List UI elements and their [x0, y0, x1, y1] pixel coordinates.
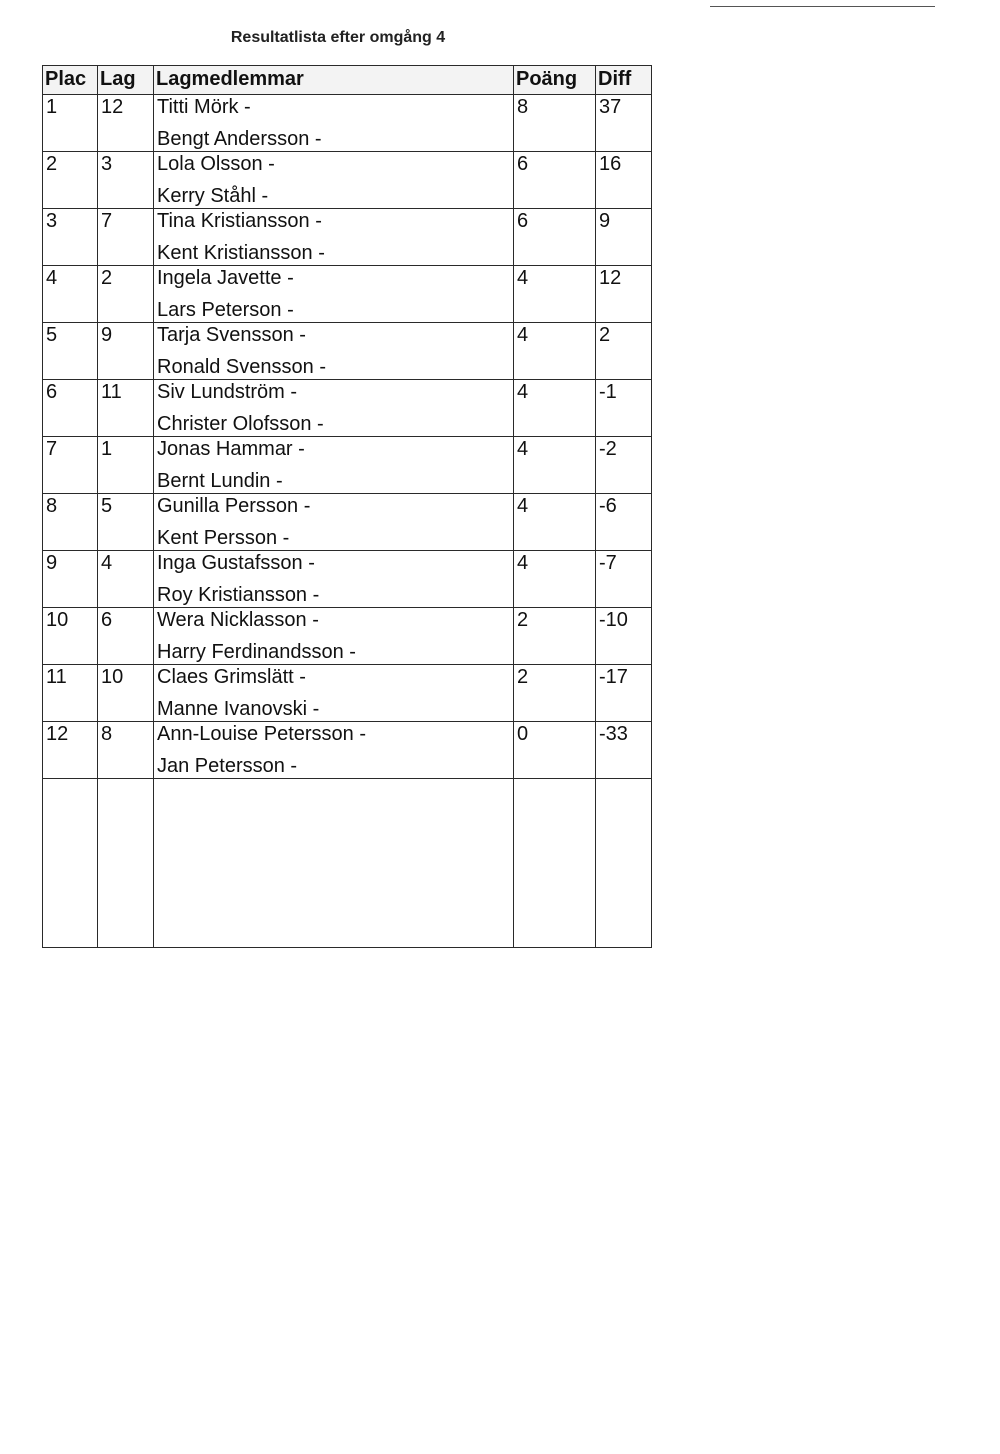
team-member-1: Jonas Hammar -	[157, 438, 305, 460]
cell-members	[154, 665, 514, 722]
team-member-1: Tina Kristiansson -	[157, 210, 322, 232]
cell-lag: 8	[98, 722, 154, 779]
cell-diff: -10	[596, 608, 652, 665]
cell-plac: 4	[43, 266, 98, 323]
team-member-1: Lola Olsson -	[157, 153, 275, 175]
team-member-2: Kent Persson -	[157, 527, 290, 549]
cell-plac: 8	[43, 494, 98, 551]
team-member-2: Bernt Lundin -	[157, 470, 283, 492]
cell-poang: 4	[514, 437, 596, 494]
cell-poang: 4	[514, 380, 596, 437]
team-member-2: Bengt Andersson -	[157, 128, 322, 150]
team-member-2: Roy Kristiansson -	[157, 584, 320, 606]
team-member-1: Wera Nicklasson -	[157, 609, 319, 631]
table-row	[43, 95, 652, 152]
team-member-1: Titti Mörk -	[157, 96, 251, 118]
cell-members	[154, 722, 514, 779]
cell-members	[154, 152, 514, 209]
cell-poang: 2	[514, 608, 596, 665]
cell-lag: 10	[98, 665, 154, 722]
table-row	[43, 551, 652, 608]
cell-lag: 11	[98, 380, 154, 437]
cell-diff: -33	[596, 722, 652, 779]
cell-members	[154, 494, 514, 551]
header-diff: Diff	[596, 66, 652, 95]
table-row	[43, 380, 652, 437]
empty-cell-plac	[43, 779, 98, 948]
cell-members	[154, 266, 514, 323]
team-member-2: Manne Ivanovski -	[157, 698, 320, 720]
header-lag: Lag	[98, 66, 154, 95]
cell-members	[154, 551, 514, 608]
results-table	[42, 65, 652, 948]
table-row	[43, 152, 652, 209]
header-members: Lagmedlemmar	[154, 66, 514, 95]
empty-cell-poang	[514, 779, 596, 948]
cell-plac: 1	[43, 95, 98, 152]
cell-members	[154, 323, 514, 380]
cell-lag: 1	[98, 437, 154, 494]
cell-poang: 4	[514, 494, 596, 551]
table-row	[43, 266, 652, 323]
cell-lag: 6	[98, 608, 154, 665]
page-title: Resultatlista efter omgång 4	[230, 29, 446, 46]
results-table-header	[43, 66, 652, 95]
team-member-1: Ann-Louise Petersson -	[157, 723, 367, 745]
team-member-2: Kerry Ståhl -	[157, 185, 269, 207]
results-table-body	[43, 95, 652, 948]
cell-diff: 37	[596, 95, 652, 152]
cell-members	[154, 608, 514, 665]
cell-poang: 6	[514, 152, 596, 209]
empty-row	[43, 779, 652, 948]
cell-lag: 7	[98, 209, 154, 266]
cell-lag: 3	[98, 152, 154, 209]
team-member-1: Siv Lundström -	[157, 381, 298, 403]
cell-plac: 3	[43, 209, 98, 266]
cell-poang: 2	[514, 665, 596, 722]
cell-diff: -7	[596, 551, 652, 608]
table-row	[43, 608, 652, 665]
cell-diff: 2	[596, 323, 652, 380]
team-member-2: Jan Petersson -	[157, 755, 298, 777]
table-row	[43, 665, 652, 722]
team-member-2: Harry Ferdinandsson -	[157, 641, 356, 663]
cell-plac: 12	[43, 722, 98, 779]
cell-lag: 2	[98, 266, 154, 323]
team-member-2: Kent Kristiansson -	[157, 242, 325, 264]
header-poang: Poäng	[514, 66, 596, 95]
cell-members	[154, 380, 514, 437]
cell-diff: -1	[596, 380, 652, 437]
team-member-2: Lars Peterson -	[157, 299, 294, 321]
cell-plac: 11	[43, 665, 98, 722]
empty-cell-members	[154, 779, 514, 948]
team-member-1: Ingela Javette -	[157, 267, 294, 289]
cell-plac: 7	[43, 437, 98, 494]
team-member-1: Inga Gustafsson -	[157, 552, 315, 574]
cell-poang: 4	[514, 266, 596, 323]
cell-lag: 9	[98, 323, 154, 380]
header-plac: Plac	[43, 66, 98, 95]
cell-poang: 4	[514, 551, 596, 608]
cell-diff: -6	[596, 494, 652, 551]
cell-lag: 12	[98, 95, 154, 152]
table-row	[43, 323, 652, 380]
cell-diff: 12	[596, 266, 652, 323]
cell-diff: 16	[596, 152, 652, 209]
cell-plac: 9	[43, 551, 98, 608]
cell-plac: 6	[43, 380, 98, 437]
team-member-1: Gunilla Persson -	[157, 495, 311, 517]
cell-plac: 10	[43, 608, 98, 665]
cell-plac: 2	[43, 152, 98, 209]
empty-cell-lag	[98, 779, 154, 948]
table-row	[43, 437, 652, 494]
cell-lag: 5	[98, 494, 154, 551]
cell-poang: 0	[514, 722, 596, 779]
team-member-2: Ronald Svensson -	[157, 356, 326, 378]
cell-poang: 4	[514, 323, 596, 380]
cell-poang: 6	[514, 209, 596, 266]
cell-members	[154, 437, 514, 494]
cell-diff: -2	[596, 437, 652, 494]
top-rule-line	[710, 6, 935, 7]
empty-cell-diff	[596, 779, 652, 948]
team-member-1: Tarja Svensson -	[157, 324, 306, 346]
table-row	[43, 209, 652, 266]
cell-plac: 5	[43, 323, 98, 380]
cell-members	[154, 95, 514, 152]
cell-diff: -17	[596, 665, 652, 722]
cell-poang: 8	[514, 95, 596, 152]
cell-members	[154, 209, 514, 266]
cell-diff: 9	[596, 209, 652, 266]
table-row	[43, 722, 652, 779]
team-member-1: Claes Grimslätt -	[157, 666, 306, 688]
table-row	[43, 494, 652, 551]
team-member-2: Christer Olofsson -	[157, 413, 324, 435]
header-row	[43, 66, 652, 95]
cell-lag: 4	[98, 551, 154, 608]
